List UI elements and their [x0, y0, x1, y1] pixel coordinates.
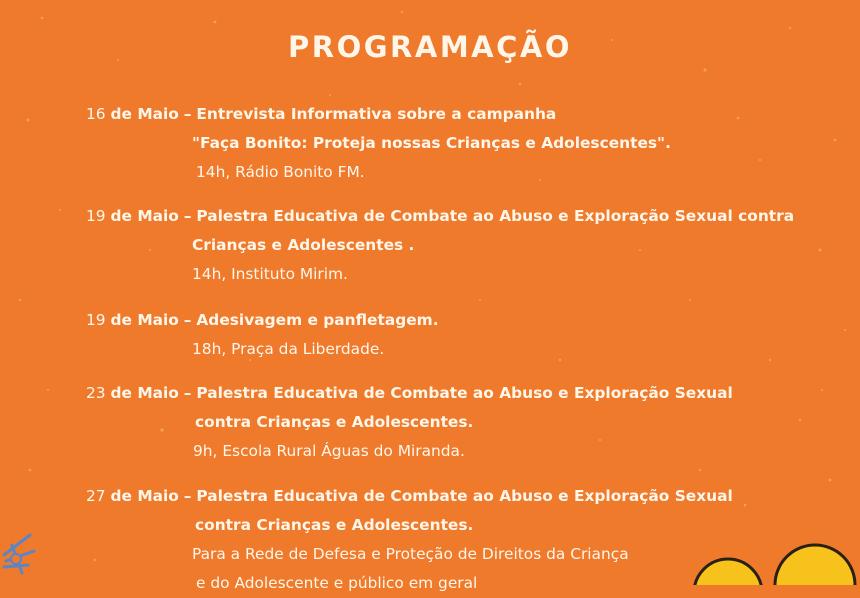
- event-dash: –: [183, 487, 192, 505]
- flower-doodle-icon: [0, 515, 60, 585]
- event-title: Entrevista Informativa sobre a campanha: [196, 105, 557, 123]
- event-month: de Maio: [110, 311, 179, 329]
- event-item: [86, 379, 733, 466]
- event-detail: 14h, Rádio Bonito FM.: [196, 163, 365, 181]
- event-month: de Maio: [110, 207, 179, 225]
- event-item: [86, 482, 733, 598]
- event-headline: [86, 100, 565, 129]
- event-day: 19: [86, 311, 106, 329]
- event-title-continued: contra Crianças e Adolescentes.: [195, 516, 474, 534]
- event-detail-continued: e do Adolescente e público em geral: [196, 574, 478, 592]
- event-headline: [86, 306, 439, 335]
- event-headline: [86, 379, 733, 408]
- event-headline: [86, 202, 794, 231]
- event-title: Palestra Educativa de Combate ao Abuso e Exploração Sexual: [196, 384, 733, 402]
- speech-bubbles-icon: [680, 525, 860, 585]
- event-day: 16: [86, 105, 106, 123]
- event-item: [86, 306, 439, 364]
- event-detail: 9h, Escola Rural Águas do Miranda.: [193, 442, 465, 460]
- event-day: 23: [86, 384, 106, 402]
- event-month: de Maio: [110, 487, 179, 505]
- event-detail: 18h, Praça da Liberdade.: [192, 340, 385, 358]
- event-month: de Maio: [110, 384, 179, 402]
- event-dash: –: [183, 207, 192, 225]
- event-dash: –: [183, 105, 192, 123]
- event-item: [86, 202, 794, 289]
- event-item: [86, 100, 671, 187]
- event-title-continued: contra Crianças e Adolescentes.: [195, 413, 474, 431]
- event-title: Palestra Educativa de Combate ao Abuso e Exploração Sexual contra: [196, 207, 795, 225]
- event-dash: –: [183, 384, 192, 402]
- event-title: Adesivagem e panfletagem.: [196, 311, 439, 329]
- event-day: 19: [86, 207, 106, 225]
- event-detail: 14h, Instituto Mirim.: [192, 265, 348, 283]
- event-day: 27: [86, 487, 106, 505]
- event-title-continued: "Faça Bonito: Proteja nossas Crianças e Adolescentes".: [192, 134, 671, 152]
- event-headline: [86, 482, 733, 511]
- event-title-continued: Crianças e Adolescentes .: [192, 236, 415, 254]
- page-title: PROGRAMAÇÃO: [288, 30, 572, 64]
- event-title: Palestra Educativa de Combate ao Abuso e Exploração Sexual: [196, 487, 733, 505]
- event-detail: Para a Rede de Defesa e Proteção de Direitos da Criança: [192, 545, 629, 563]
- event-dash: –: [183, 311, 192, 329]
- event-month: de Maio: [110, 105, 179, 123]
